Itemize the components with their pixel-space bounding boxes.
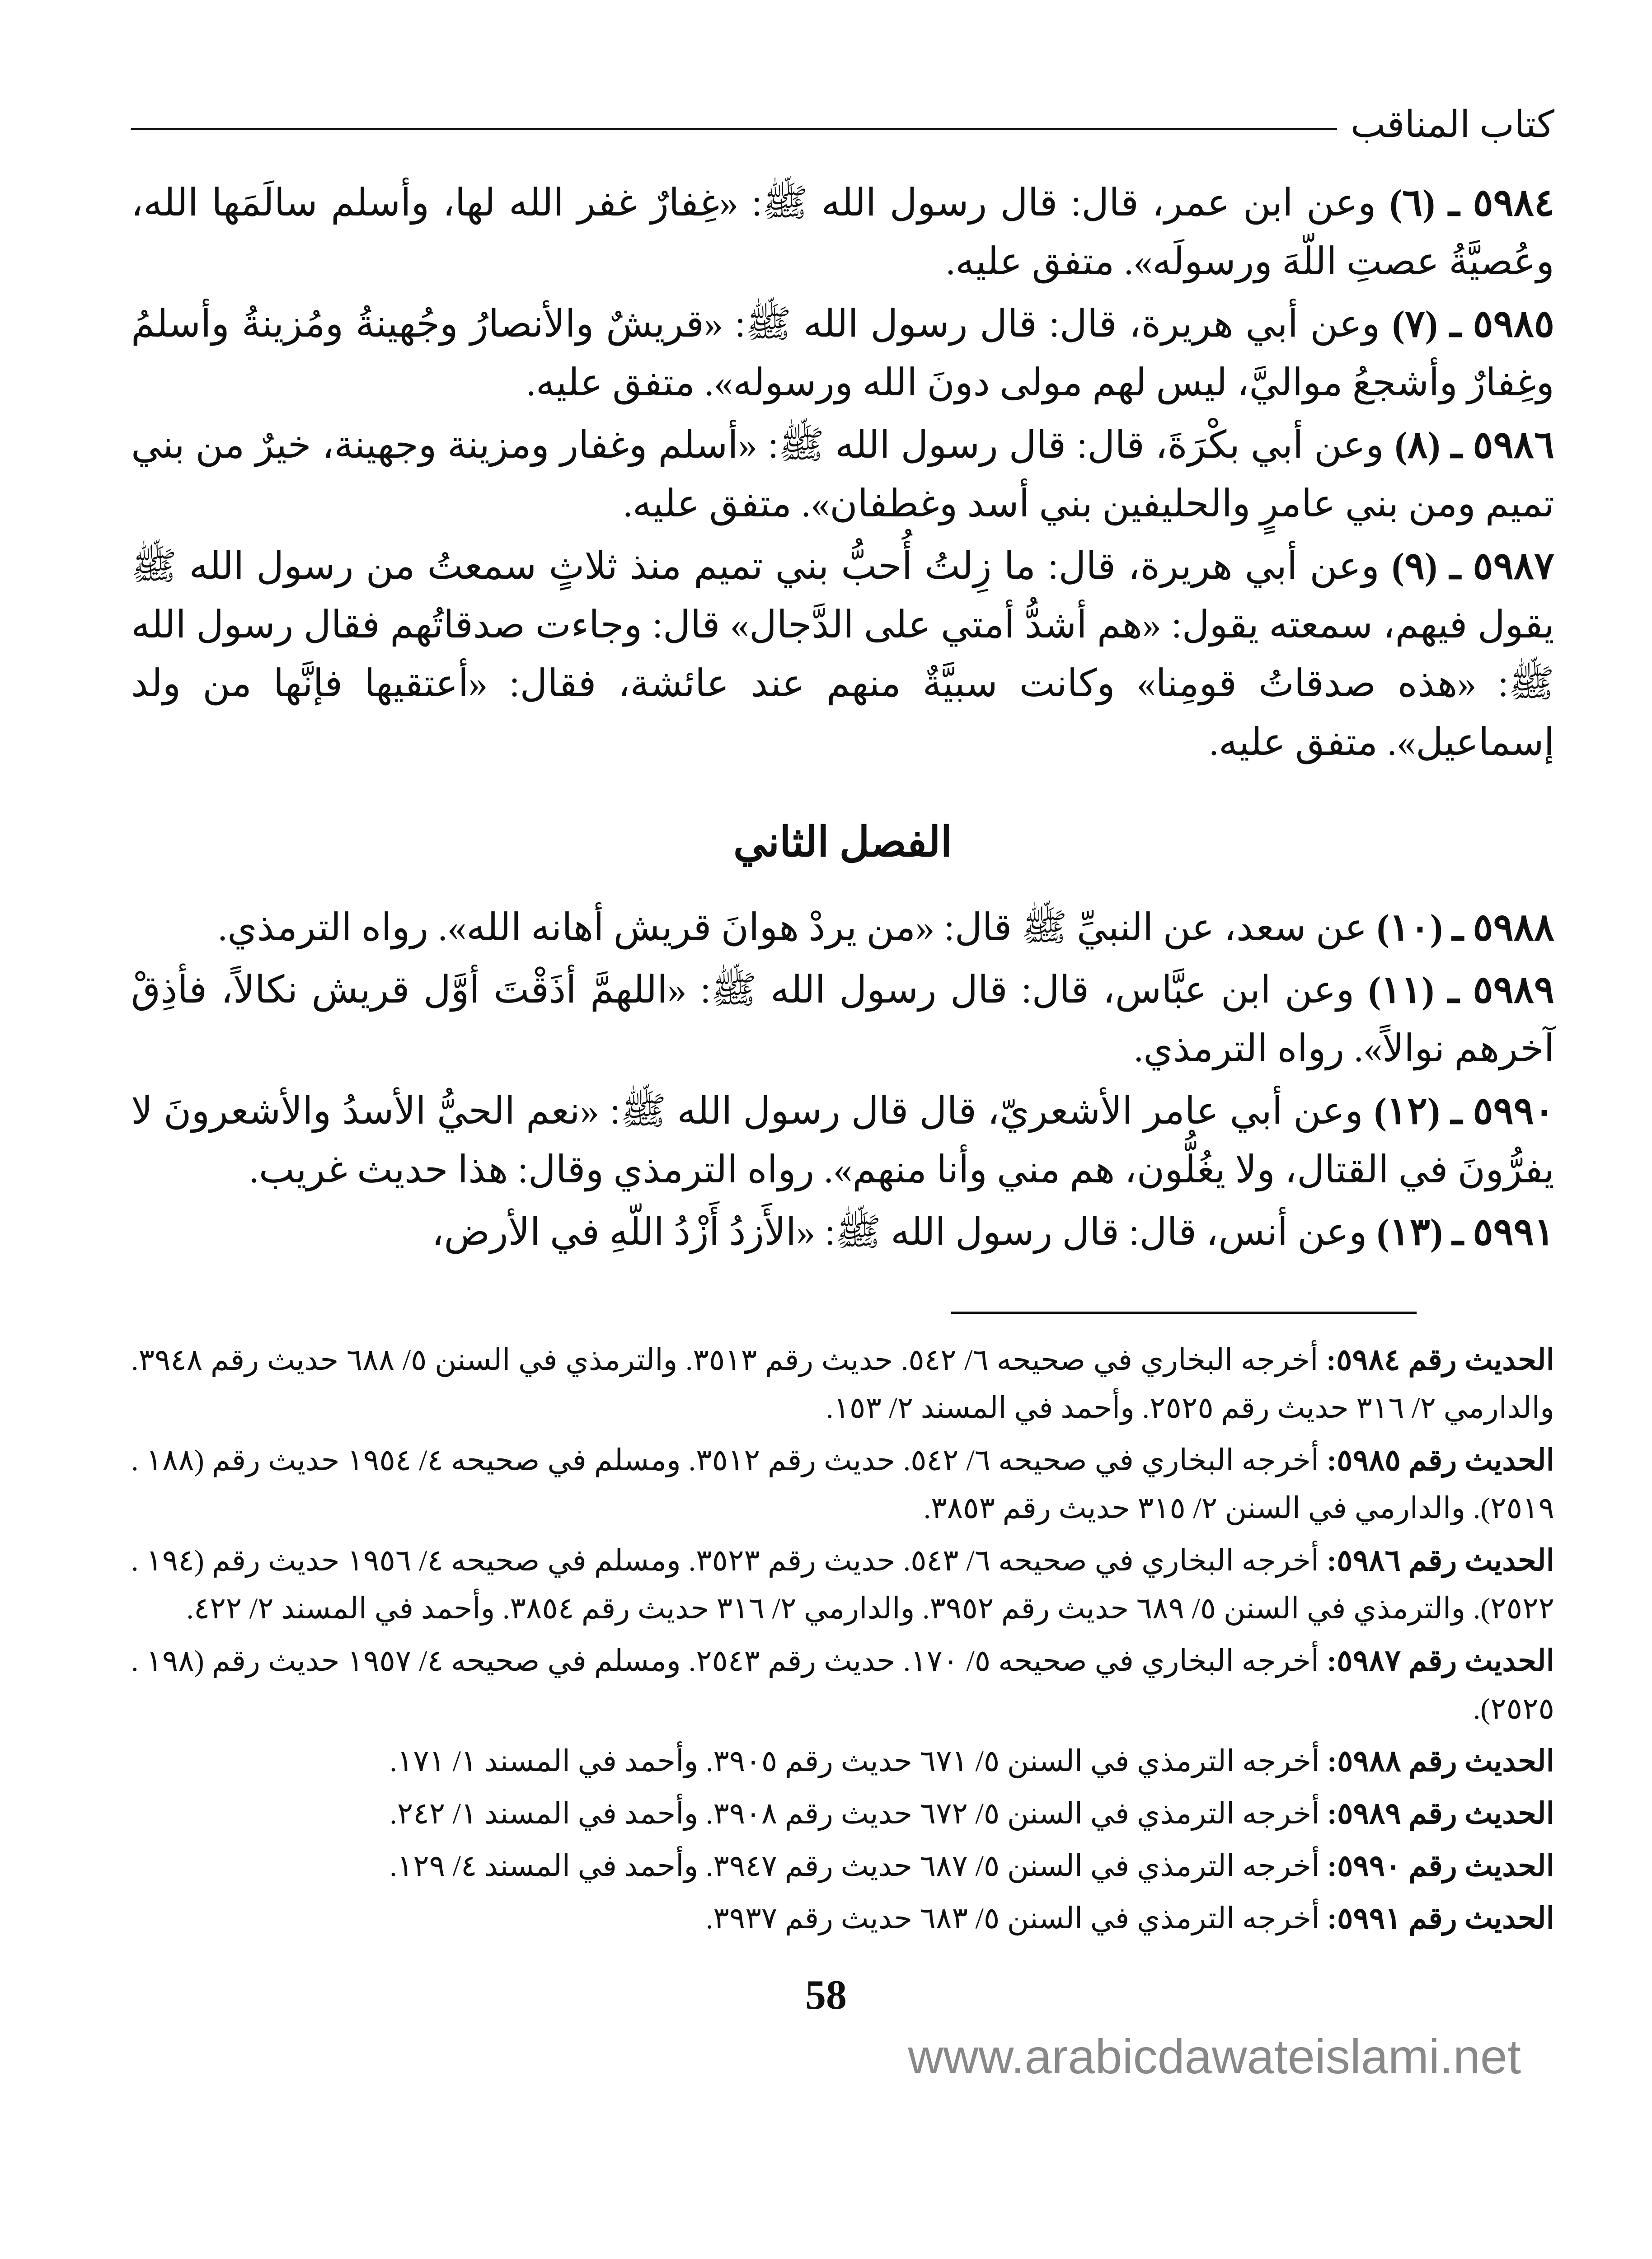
watermark-url: www.arabicdawateislami.net (908, 2029, 1521, 2084)
hadith-number: ٥٩٩٠ ـ (١٢) (1374, 1090, 1554, 1132)
footnote (131, 1437, 1554, 1533)
footnote (131, 1790, 1554, 1838)
hadith (131, 961, 1554, 1078)
footnote-text: أخرجه البخاري في صحيحه ٥/ ١٧٠. حديث رقم ٢٥٤٣. ومسلم في صحيحه ٤/ ١٩٥٧ حديث رقم (١٩٨ . ٢٥٢٥). (131, 1645, 1554, 1725)
hadith-text: وعن أبي هريرة، قال: ما زِلتُ أُحبُّ بني تميم منذ ثلاثٍ سمعتُ من رسول الله ﷺ يقول فيهم، سمعته يقول: «هم أشدُّ أمتي على الدَّجال» قال: وجاءت صدقاتُهم فقال رسول الله ﷺ: «هذه صدقاتُ قومِنا» وكانت سبيَّةٌ منهم عند عائشة، فقال: «أعتقيها فإنَّها من ولد إسماعيل». متفق عليه. (131, 545, 1554, 764)
hadith-number: ٥٩٨٨ ـ (١٠) (1376, 907, 1554, 949)
footnote-number: الحديث رقم ٥٩٩٠: (1327, 1850, 1554, 1883)
footnote-number: الحديث رقم ٥٩٨٧: (1327, 1645, 1555, 1678)
footnote-number: الحديث رقم ٥٩٨٩: (1327, 1797, 1554, 1830)
hadith (131, 1203, 1554, 1262)
hadith-text: وعن ابن عمر، قال: قال رسول الله ﷺ: «غِفارٌ غفر الله لها، وأسلم سالَمَها الله، وعُصيَّةُ عصتِ اللّهَ ورسولَه». متفق عليه. (131, 182, 1554, 283)
hadith-text: عن سعد، عن النبيِّ ﷺ قال: «من يردْ هوانَ قريش أهانه الله». رواه الترمذي. (218, 907, 1377, 949)
footnote-number: الحديث رقم ٥٩٩١: (1327, 1902, 1554, 1935)
footnote-rule (951, 1312, 1417, 1314)
footnote-rule-row (0, 1312, 1423, 1314)
header-rule (131, 128, 1337, 130)
footnote-text: أخرجه الترمذي في السنن ٥/ ٦٧٢ حديث رقم ٣٩٠٨. وأحمد في المسند ١/ ٢٤٢. (390, 1797, 1327, 1830)
footnote (131, 1637, 1554, 1733)
footnote-number: الحديث رقم ٥٩٨٤: (1326, 1344, 1555, 1377)
footnote (131, 1738, 1554, 1786)
hadith (131, 537, 1554, 772)
hadith (131, 899, 1554, 957)
hadith (131, 416, 1554, 534)
footnote-text: أخرجه البخاري في صحيحه ٦/ ٥٤٢. حديث رقم ٣٥١٣. والترمذي في السنن ٥/ ٦٨٨ حديث رقم ٣٩٤٨. والدارمي ٢/ ٣١٦ حديث رقم ٢٥٢٥. وأحمد في المسند ٢/ ١٥٣. (131, 1344, 1554, 1425)
hadith-number: ٥٩٩١ ـ (١٣) (1376, 1211, 1554, 1253)
chapter-title: كتاب المناقب (1350, 103, 1554, 145)
hadith-list-part2 (131, 899, 1554, 1262)
footnote-number: الحديث رقم ٥٩٨٨: (1327, 1745, 1554, 1778)
footnote (131, 1895, 1554, 1943)
hadith-number: ٥٩٨٧ ـ (٩) (1391, 545, 1554, 587)
footnotes (131, 1336, 1554, 1943)
running-header (131, 102, 1554, 147)
main-text (131, 174, 1554, 1262)
hadith-number: ٥٩٨٥ ـ (٧) (1392, 303, 1554, 345)
footnote-text: أخرجه البخاري في صحيحه ٦/ ٥٤٣. حديث رقم ٣٥٢٣. ومسلم في صحيحه ٤/ ١٩٥٦ حديث رقم (١٩٤ . ٢٥٢٢). والترمذي في السنن ٥/ ٦٨٩ حديث رقم ٣٩٥٢. والدارمي ٢/ ٣١٦ حديث رقم ٣٨٥٤. وأحمد في المسند ٢/ ٤٢٢. (131, 1544, 1554, 1625)
footnote (131, 1537, 1554, 1633)
hadith (131, 1082, 1554, 1200)
footnote-number: الحديث رقم ٥٩٨٥: (1327, 1444, 1555, 1477)
hadith-text: وعن أبي بكْرَةَ، قال: قال رسول الله ﷺ: «أسلم وغفار ومزينة وجهينة، خيرٌ من بني تميم ومن بني عامرٍ والحليفين بني أسد وغطفان». متفق عليه. (131, 424, 1554, 525)
footnote-text: أخرجه البخاري في صحيحه ٦/ ٥٤٢. حديث رقم ٣٥١٢. ومسلم في صحيحه ٤/ ١٩٥٤ حديث رقم (١٨٨ . ٢٥١٩). والدارمي في السنن ٢/ ٣١٥ حديث رقم ٣٨٥٣. (131, 1444, 1554, 1525)
hadith-list-part1 (131, 174, 1554, 772)
hadith-text: وعن أبي عامر الأشعريّ، قال قال رسول الله ﷺ: «نعم الحيُّ الأسدُ والأشعرونَ لا يفرُّونَ في القتال، ولا يغُلُّون، هم مني وأنا منهم». رواه الترمذي وقال: هذا حديث غريب. (131, 1090, 1554, 1191)
hadith-number: ٥٩٨٦ ـ (٨) (1394, 424, 1554, 466)
footnote-text: أخرجه الترمذي في السنن ٥/ ٦٨٧ حديث رقم ٣٩٤٧. وأحمد في المسند ٤/ ١٢٩. (390, 1850, 1327, 1883)
hadith-text: وعن أبي هريرة، قال: قال رسول الله ﷺ: «قريشٌ والأنصارُ وجُهينةُ ومُزينةُ وأسلمُ وغِفارٌ وأشجعُ مواليَّ، ليس لهم مولى دونَ الله ورسوله». متفق عليه. (131, 303, 1554, 404)
section-title: الفصل الثاني (733, 819, 953, 865)
hadith-text: وعن أنس، قال: قال رسول الله ﷺ: «الأَزدُ أَزْدُ اللّهِ في الأرض، (432, 1211, 1377, 1253)
page-number: 58 (805, 1972, 847, 2018)
footnote-text: أخرجه الترمذي في السنن ٥/ ٦٧١ حديث رقم ٣٩٠٥. وأحمد في المسند ١/ ١٧١. (390, 1745, 1327, 1778)
footnote (131, 1336, 1554, 1432)
hadith-text: وعن ابن عبَّاس، قال: قال رسول الله ﷺ: «اللهمَّ أذَقْتَ أوَّل قريش نكالاً، فأذِقْ آخرهم نوالاً». رواه الترمذي. (131, 969, 1554, 1070)
hadith-number: ٥٩٨٩ ـ (١١) (1368, 969, 1554, 1011)
footnote (131, 1842, 1554, 1890)
footnote-text: أخرجه الترمذي في السنن ٥/ ٦٨٣ حديث رقم ٣٩٣٧. (705, 1902, 1327, 1935)
hadith-number: ٥٩٨٤ ـ (٦) (1389, 182, 1554, 224)
hadith (131, 174, 1554, 291)
hadith (131, 295, 1554, 412)
footnote-number: الحديث رقم ٥٩٨٦: (1327, 1544, 1555, 1577)
